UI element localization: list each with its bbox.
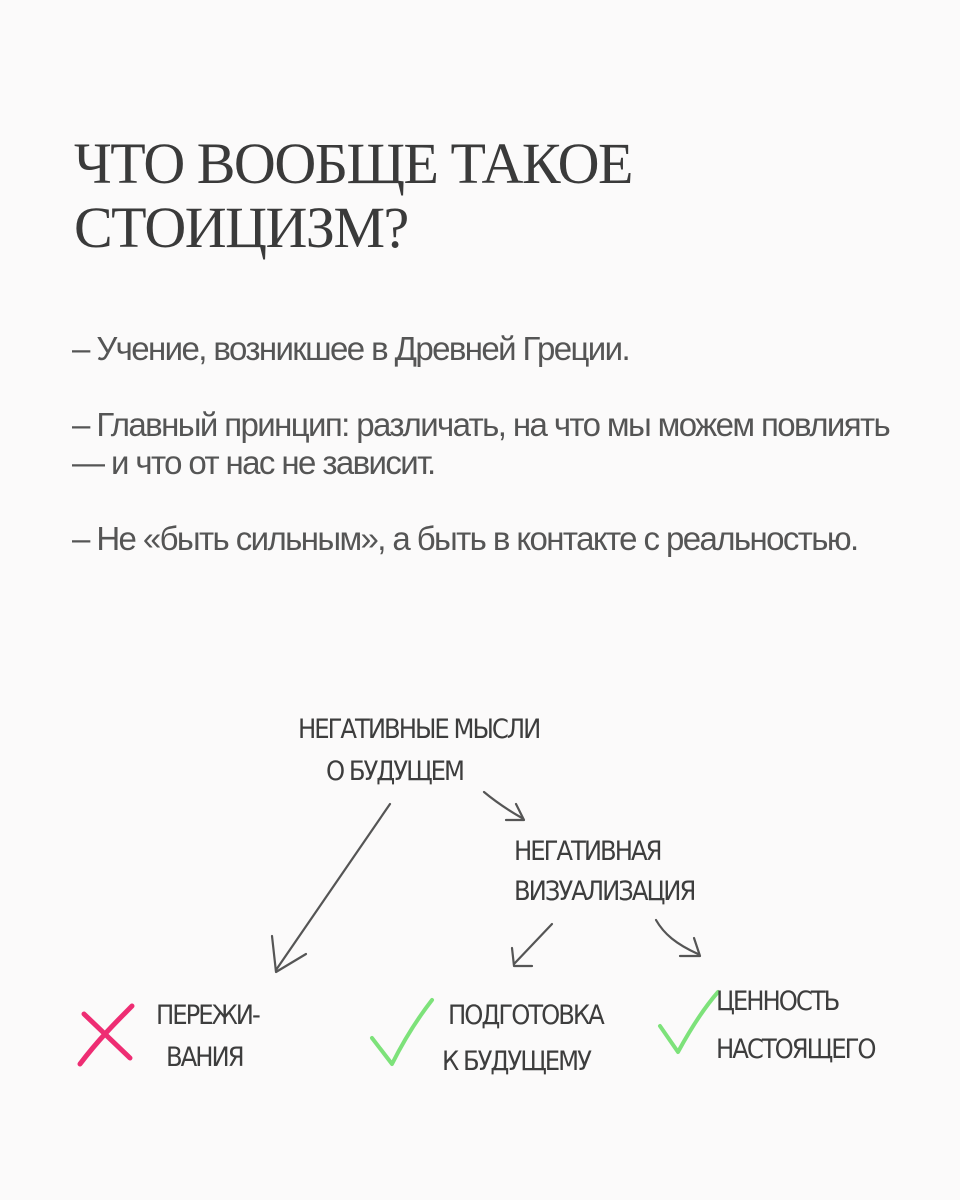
checkmark-icon	[372, 1000, 432, 1064]
point-origin: – Учение, возникшее в Древней Греции.	[72, 330, 630, 367]
arrow-middle-to-present	[656, 920, 700, 956]
arrow-root-to-middle	[484, 792, 524, 820]
checkmark-icon	[660, 992, 718, 1052]
node-negative-visualization	[514, 836, 694, 907]
stoicism-diagram	[0, 680, 960, 1100]
node-negative-thoughts-line-1: НЕГАТИВНЫЕ МЫСЛИ	[298, 714, 540, 745]
node-negative-visualization-line-1: НЕГАТИВНАЯ	[514, 836, 661, 867]
outcome-present-line-2: НАСТОЯЩЕГО	[716, 1034, 875, 1065]
title-line-2: СТОИЦИЗМ?	[74, 195, 408, 260]
node-negative-visualization-line-2: ВИЗУАЛИЗАЦИЯ	[514, 876, 695, 907]
point-principle: – Главный принцип: различать, на что мы можем повлиять — и что от нас не зависит.	[72, 406, 890, 481]
title-line-1: ЧТО ВООБЩЕ ТАКОЕ	[74, 131, 632, 196]
outcome-experiences-line-1: ПЕРЕЖИ-	[156, 1000, 259, 1031]
outcome-experiences-line-2: ВАНИЯ	[166, 1042, 243, 1073]
cross-icon	[80, 1006, 132, 1064]
points-list	[72, 330, 902, 596]
outcome-experiences	[80, 1000, 260, 1073]
arrow-middle-to-preparation	[512, 924, 552, 966]
node-negative-thoughts-line-2: О БУДУЩЕМ	[326, 756, 463, 787]
point-reality: – Не «быть сильным», а быть в контакте с реальностью.	[72, 520, 858, 557]
page-title	[74, 132, 894, 260]
outcome-preparation-line-2: К БУДУЩЕМУ	[442, 1046, 590, 1077]
outcome-preparation	[372, 1000, 605, 1077]
outcome-preparation-line-1: ПОДГОТОВКА	[448, 1000, 603, 1031]
arrow-root-to-experiences	[272, 804, 390, 972]
outcome-present-line-1: ЦЕННОСТЬ	[716, 986, 839, 1017]
node-negative-thoughts	[298, 714, 539, 787]
outcome-present	[660, 986, 875, 1065]
